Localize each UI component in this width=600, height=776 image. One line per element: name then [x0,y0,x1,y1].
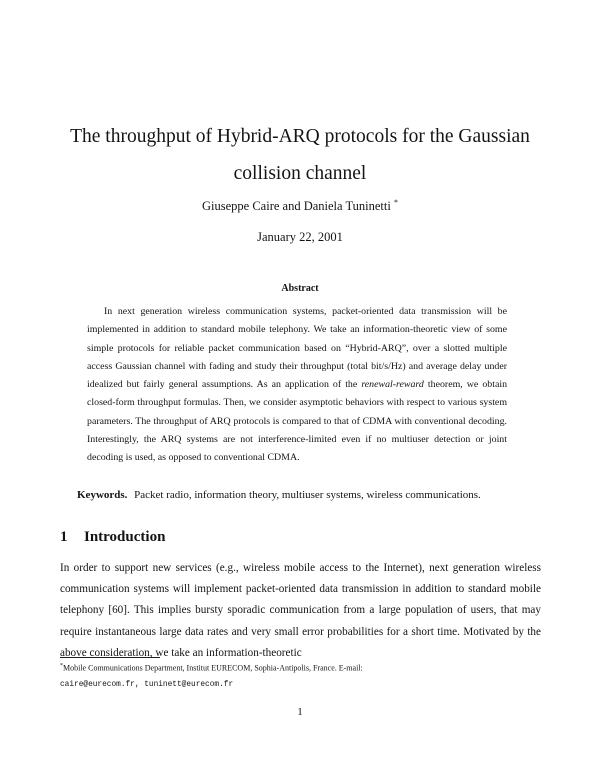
date: January 22, 2001 [257,230,343,244]
abstract-text-part-2: theorem, we obtain closed-form throughput formulas. Then, we consider asymptotic behaviors with respect to various system parameters. The throughput of ARQ protocols is compared to that of CDMA with conventional decoding. Interestingly, the ARQ systems are not interference-limited even if no multiuser detection or joint decoding is used, as opposed to conventional CDMA. [87,379,508,464]
footnote-paragraph [60,659,541,676]
keywords-label: Keywords. [77,489,128,501]
paper-title: The throughput of Hybrid-ARQ protocols for the Gaussian collision channel [70,126,530,184]
abstract-heading: Abstract [281,283,319,294]
section-number: 1 [60,529,68,545]
footnote-emails: caire@eurecom.fr, tuninett@eurecom.fr [60,681,234,690]
footnote-text: Mobile Communications Department, Institut EURECOM, Sophia-Antipolis, France. E-mail: [63,663,363,673]
abstract-text-part-1: In next generation wireless communication systems, packet-oriented data transmission will be implemented in addition to standard mobile telephony. We take an information-theoretic view of some simple protocols for reliable packet communication based on “Hybrid-ARQ”, over a slotted multiple access Gaussian channel with fading and study their throughput (total bit/s/Hz) and average delay under idealized but fairly general assumptions. As an application of the [87,306,507,391]
abstract-emphasis: renewal-reward [361,379,424,391]
footnote [60,659,541,694]
keywords-text: Packet radio, information theory, multiuser systems, wireless communications. [134,489,481,501]
abstract-body [87,303,507,468]
section-title: Introduction [84,529,166,545]
intro-paragraph: In order to support new services (e.g., wireless mobile access to the Internet), next generation wireless communication systems will implement packet-oriented data transmission in addition to standard mobile telephony [60]. This implies bursty sporadic communication from a large population of users, that may require instantaneous large data rates and very small error probabilities for a short time. Motivated by the above consideration, we take an information-theoretic [60,562,541,659]
author-names: Giuseppe Caire and Daniela Tuninetti [202,199,391,214]
page-number: 1 [297,706,303,718]
footnote-emails-line [60,676,541,694]
abstract-paragraph [87,303,507,468]
authors-line [0,198,600,214]
intro-body [60,558,541,664]
footnote-mark: * [60,663,63,669]
keywords-line [77,489,527,501]
author-footnote-mark: * [393,198,398,207]
footnote-rule [60,657,160,658]
section-heading [60,529,165,546]
